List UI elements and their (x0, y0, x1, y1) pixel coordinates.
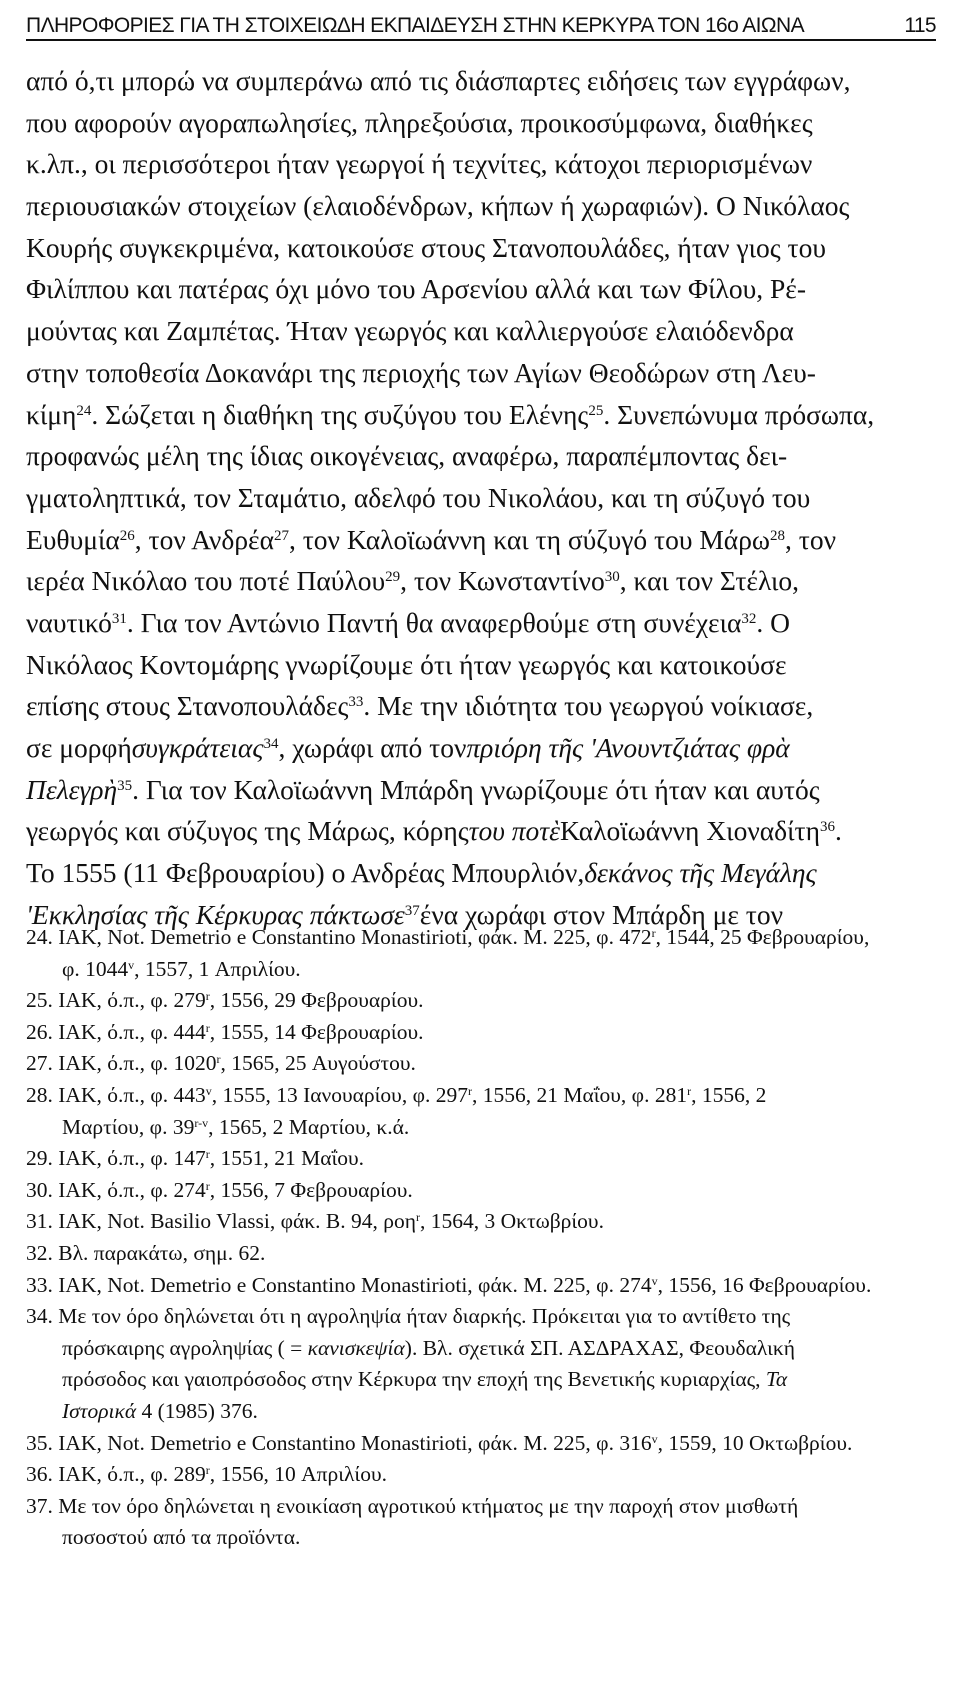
footnote-ref: 29 (385, 569, 401, 586)
footnote-25: 25. ΙΑΚ, ό.π., φ. 279$^r$, 1556, 29 Φεβρουαρίου. (26, 988, 424, 1013)
footnote-30: 30. ΙΑΚ, ό.π., φ. 274$^r$, 1556, 7 Φεβρουαρίου. (26, 1177, 413, 1202)
text-line: Νικόλαος Κοντομάρης γνωρίζουμε ότι ήταν γεωργός και κατοικούσε (26, 648, 787, 680)
text-line: Κουρής συγκεκριμένα, κατοικούσε στους Στανοπουλάδες, ήταν γιος του (26, 231, 826, 263)
text-line: που αφορούν αγοραπωλησίες, πληρεξούσια, προικοσύμφωνα, διαθήκες (26, 106, 813, 138)
footnote-ref: 35 (117, 777, 133, 794)
footnote-ref: 37 (404, 902, 420, 919)
footnote-32: 32. Βλ. παρακάτω, σημ. 62. (26, 1240, 266, 1265)
text-line: κίμη$^{24}$. Σώζεται η διαθήκη της συζύγου του Ελένης$^{25}$. Συνεπώνυμα πρόσωπα, (26, 398, 875, 430)
footnote-ref: 33 (348, 694, 364, 711)
text-line: σε μορφήσυγκράτειας$^{34}$, χωράφι από τονπριόρη τῆς 'Ανουντζιάτας φρὰ (26, 732, 790, 763)
footnote-28-cont: Μαρτίου, φ. 39$^{r-v}$, 1565, 2 Μαρτίου, κ.ά. (62, 1114, 410, 1139)
text-line: προφανώς μέλη της ίδιας οικογένειας, αναφέρω, παραπέμποντας δει- (26, 440, 788, 472)
footnote-ref: 31 (111, 610, 127, 627)
footnote-24: 24. ΙΑΚ, Not. Demetrio e Constantino Monastirioti, φάκ. Μ. 225, φ. 472$^r$, 1544, 25 Φεβρουαρίου, (26, 925, 870, 949)
text-line: στην τοποθεσία Δοκανάρι της περιοχής των Αγίων Θεοδώρων στη Λευ- (26, 356, 816, 388)
footnote-ref: 25 (588, 402, 604, 419)
footnote-37-cont: ποσοστού από τα προϊόντα. (62, 1525, 301, 1550)
text-line: μούντας και Ζαμπέτας. Ήταν γεωργός και καλλιεργούσε ελαιόδενδρα (26, 315, 794, 347)
footnote-26: 26. ΙΑΚ, ό.π., φ. 444$^r$, 1555, 14 Φεβρουαρίου. (26, 1019, 424, 1044)
footnote-31: 31. ΙΑΚ, Not. Basilio Vlassi, φάκ. Β. 94, ροη$^r$, 1564, 3 Οκτωβρίου. (26, 1209, 604, 1234)
header-rule (26, 39, 936, 41)
footnote-ref: 34 (263, 736, 279, 752)
text-line: Ευθυμία$^{26}$, τον Ανδρέα$^{27}$, τον Καλοϊωάννη και τη σύζυγό του Μάρω$^{28}$, τον (26, 523, 837, 555)
footnote-34-cont: πρόσκαιρης αγροληψίας ( = κανισκεψία). Βλ. σχετικά ΣΠ. ΑΣΔΡΑΧΑΣ, Φεουδαλική (62, 1335, 795, 1360)
page-number: 115 (904, 14, 936, 37)
text-line: γεωργός και σύζυγος της Μάρως, κόρηςτου ποτὲΚαλοϊωάννη Χιοναδίτη$^{36}$. (26, 815, 842, 847)
main-text (26, 60, 942, 935)
footnote-34-cont: πρόσοδος και γαιοπρόσοδος στην Κέρκυρα την εποχή της Βενετικής κυριαρχίας, Τα (62, 1367, 788, 1392)
footnote-36: 36. ΙΑΚ, ό.π., φ. 289$^r$, 1556, 10 Απριλίου. (26, 1462, 387, 1487)
text-line: περιουσιακών στοιχείων (ελαιοδένδρων, κήπων ή χωραφιών). Ο Νικόλαος (26, 190, 850, 222)
text-line: Το 1555 (11 Φεβρουαρίου) ο Ανδρέας Μπουρλιόν,δεκάνος τῆς Μεγάλης (26, 857, 817, 889)
running-title: ΠΛΗΡΟΦΟΡΙΕΣ ΓΙΑ ΤΗ ΣΤΟΙΧΕΙΩΔΗ ΕΚΠΑΙΔΕΥΣΗ ΣΤΗΝ ΚΕΡΚΥΡΑ ΤΟΝ 16ο ΑΙΩΝΑ (26, 14, 804, 37)
footnote-34: 34. Με τον όρο δηλώνεται ότι η αγροληψία ήταν διαρκής. Πρόκειται για το αντίθετο της (26, 1304, 791, 1329)
text-line: Φιλίππου και πατέρας όχι μόνο του Αρσενίου αλλά και των Φίλου, Ρέ- (26, 273, 806, 305)
text-line: Πελεγρὴ$^{35}$. Για τον Καλοϊωάννη Μπάρδη γνωρίζουμε ότι ήταν και αυτός (26, 773, 820, 805)
footnotes (26, 922, 942, 1554)
footnote-ref: 30 (604, 569, 620, 586)
footnote-ref: 36 (819, 819, 835, 836)
footnote-ref: 24 (76, 402, 92, 419)
footnote-34-cont: Ιστορικά 4 (1985) 376. (62, 1398, 258, 1423)
footnote-ref: 32 (741, 610, 757, 627)
text-line: ναυτικό$^{31}$. Για τον Αντώνιο Παντή θα αναφερθούμε στη συνέχεια$^{32}$. Ο (26, 606, 791, 638)
footnote-ref: 28 (770, 527, 786, 544)
footnote-35: 35. ΙΑΚ, Not. Demetrio e Constantino Monastirioti, φάκ. Μ. 225, φ. 316$^v$, 1559, 10 Οκτωβρίου. (26, 1430, 853, 1455)
footnote-27: 27. ΙΑΚ, ό.π., φ. 1020$^r$, 1565, 25 Αυγούστου. (26, 1051, 416, 1076)
footnote-ref: 26 (119, 527, 135, 544)
text-line: 'Εκκλησίας τῆς Κέρκυρας πάκτωσε$^{37}$ένα χωράφι στον Μπάρδη με τον (26, 898, 784, 930)
text-line: επίσης στους Στανοπουλάδες$^{33}$. Με την ιδιότητα του γεωργού νοίκιασε, (26, 690, 814, 722)
footnote-24-cont: φ. 1044$^v$, 1557, 1 Απριλίου. (62, 956, 301, 981)
text-line: από ό,τι μπορώ να συμπεράνω από τις διάσπαρτες ειδήσεις των εγγράφων, (26, 65, 851, 96)
footnote-37: 37. Με τον όρο δηλώνεται η ενοικίαση αγροτικού κτήματος με την παροχή στον μισθωτή (26, 1493, 799, 1518)
footnote-ref: 27 (274, 527, 289, 544)
text-line: ιερέα Νικόλαο του ποτέ Παύλου$^{29}$, τον Κωνσταντίνο$^{30}$, και τον Στέλιο, (26, 565, 800, 597)
footnote-33: 33. ΙΑΚ, Not. Demetrio e Constantino Monastirioti, φάκ. Μ. 225, φ. 274$^v$, 1556, 16 Φεβρουαρίου. (26, 1272, 872, 1297)
running-header (26, 4, 936, 38)
text-line: κ.λπ., οι περισσότεροι ήταν γεωργοί ή τεχνίτες, κάτοχοι περιορισμένων (26, 148, 813, 180)
footnote-29: 29. ΙΑΚ, ό.π., φ. 147$^r$, 1551, 21 Μαΐου. (26, 1146, 365, 1171)
text-line: γματοληπτικά, τον Σταμάτιο, αδελφό του Νικολάου, και τη σύζυγό του (26, 481, 811, 513)
footnote-28: 28. ΙΑΚ, ό.π., φ. 443$^v$, 1555, 13 Ιανουαρίου, φ. 297$^r$, 1556, 21 Μαΐου, φ. 281$^r$, 1556, 2 (26, 1082, 767, 1107)
